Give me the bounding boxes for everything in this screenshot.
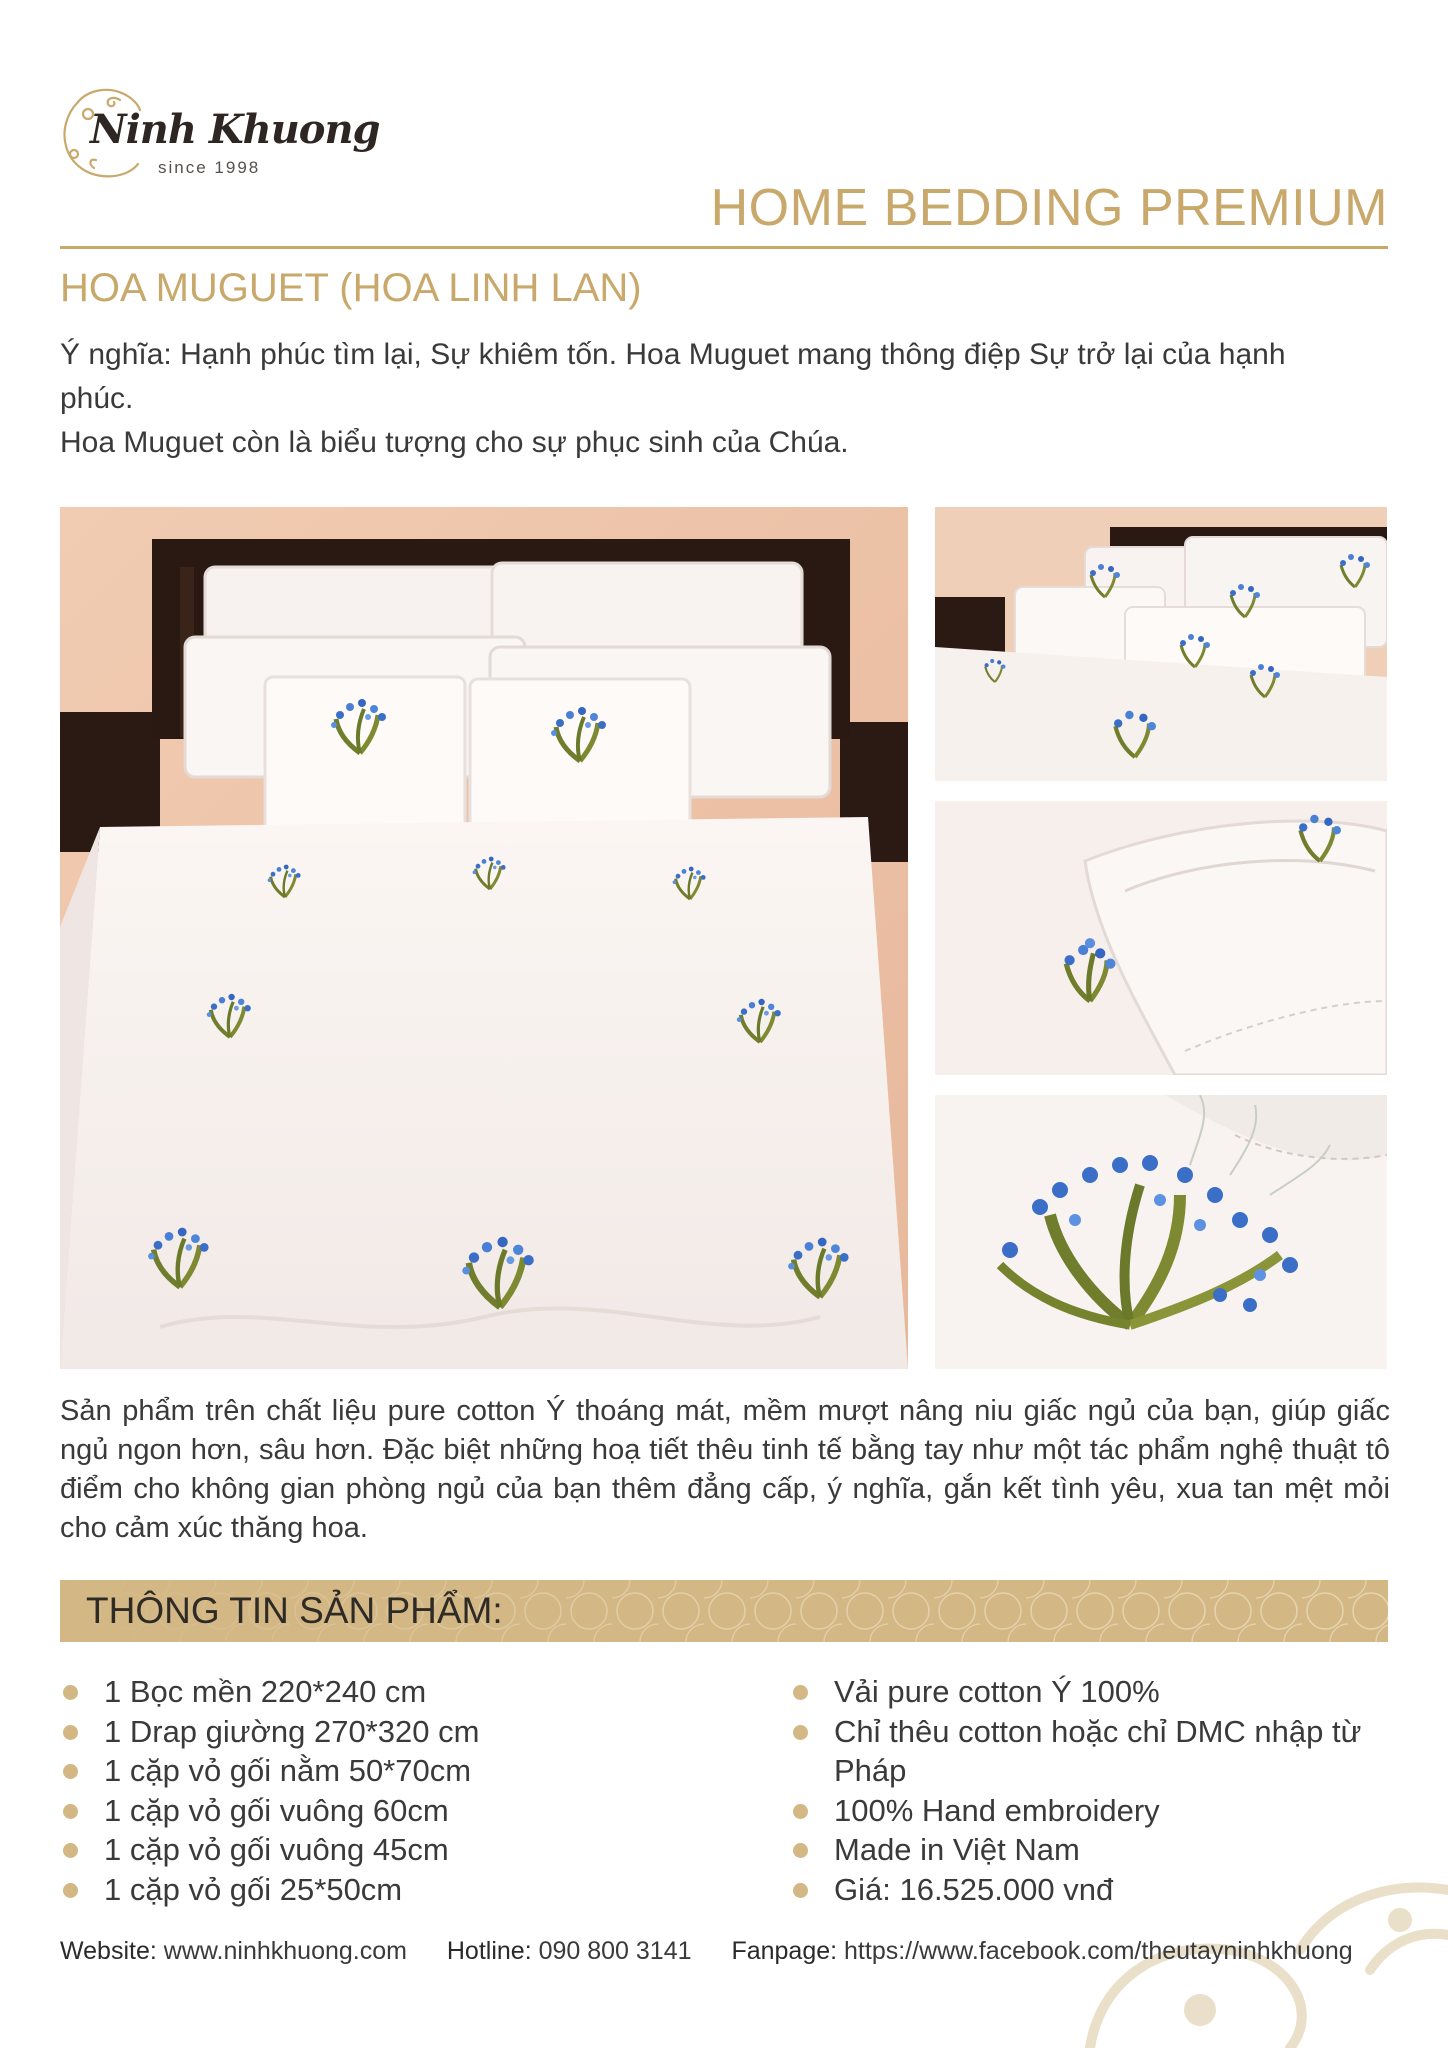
list-item: 1 cặp vỏ gối nằm 50*70cm bbox=[60, 1751, 720, 1791]
pillow-detail-photo bbox=[935, 801, 1387, 1075]
list-item: 1 Drap giường 270*320 cm bbox=[60, 1712, 720, 1752]
list-item: 100% Hand embroidery bbox=[790, 1791, 1400, 1831]
meaning-line-2: Hoa Muguet còn là biểu tượng cho sự phục sinh của Chúa. bbox=[60, 426, 849, 459]
list-item: 1 cặp vỏ gối vuông 60cm bbox=[60, 1791, 720, 1831]
meaning-line-1: Ý nghĩa: Hạnh phúc tìm lại, Sự khiêm tốn. Hoa Muguet mang thông điệp Sự trở lại của hạnh phúc. bbox=[60, 338, 1286, 415]
brand-logo bbox=[58, 84, 380, 188]
bed-main-photo bbox=[60, 507, 908, 1369]
list-item: Made in Việt Nam bbox=[790, 1830, 1400, 1870]
hotline-number[interactable]: 090 800 3141 bbox=[538, 1937, 692, 1965]
header-divider bbox=[60, 246, 1388, 249]
list-item: Vải pure cotton Ý 100% bbox=[790, 1672, 1400, 1712]
embroidery-closeup-photo bbox=[935, 1095, 1387, 1369]
product-description: Sản phẩm trên chất liệu pure cotton Ý thoáng mát, mềm mượt nâng niu giấc ngủ của bạn, giúp giấc ngủ ngon hơn, sâu hơn. Đặc biệt những hoạ tiết thêu tinh tế bằng tay như một tác phẩm nghệ thuật tô điểm cho không gian phòng ngủ của bạn thêm đẳng cấp, ý nghĩa, gắn kết tình yêu, xua tan mệt mỏi cho cảm xúc thăng hoa. bbox=[60, 1395, 1390, 1544]
fanpage-label: Fanpage: bbox=[731, 1937, 838, 1965]
website-link[interactable]: www.ninhkhuong.com bbox=[163, 1937, 407, 1965]
brand-name: Ninh Khuong bbox=[90, 106, 380, 153]
product-title: HOA MUGUET (HOA LINH LAN) bbox=[60, 266, 642, 310]
website-label: Website: bbox=[60, 1937, 157, 1965]
product-info-banner bbox=[60, 1580, 1388, 1642]
list-item: 1 cặp vỏ gối 25*50cm bbox=[60, 1870, 720, 1910]
info-banner-title: THÔNG TIN SẢN PHẨM: bbox=[86, 1590, 503, 1631]
pillows-photo bbox=[935, 507, 1387, 781]
product-meaning bbox=[60, 333, 1360, 465]
header-title: HOME BEDDING PREMIUM bbox=[710, 179, 1388, 237]
spec-list-left bbox=[60, 1672, 720, 1909]
price-item: Giá: 16.525.000 vnđ bbox=[790, 1870, 1400, 1910]
hotline-label: Hotline: bbox=[446, 1937, 532, 1965]
fanpage-link[interactable]: https://www.facebook.com/theutayninhkhuong bbox=[844, 1937, 1353, 1965]
list-item: 1 Bọc mền 220*240 cm bbox=[60, 1672, 720, 1712]
list-item: Chỉ thêu cotton hoặc chỉ DMC nhập từ Pháp bbox=[790, 1712, 1400, 1791]
brand-since: since 1998 bbox=[158, 158, 261, 177]
footer-contacts bbox=[60, 1937, 1353, 1966]
list-item: 1 cặp vỏ gối vuông 45cm bbox=[60, 1830, 720, 1870]
